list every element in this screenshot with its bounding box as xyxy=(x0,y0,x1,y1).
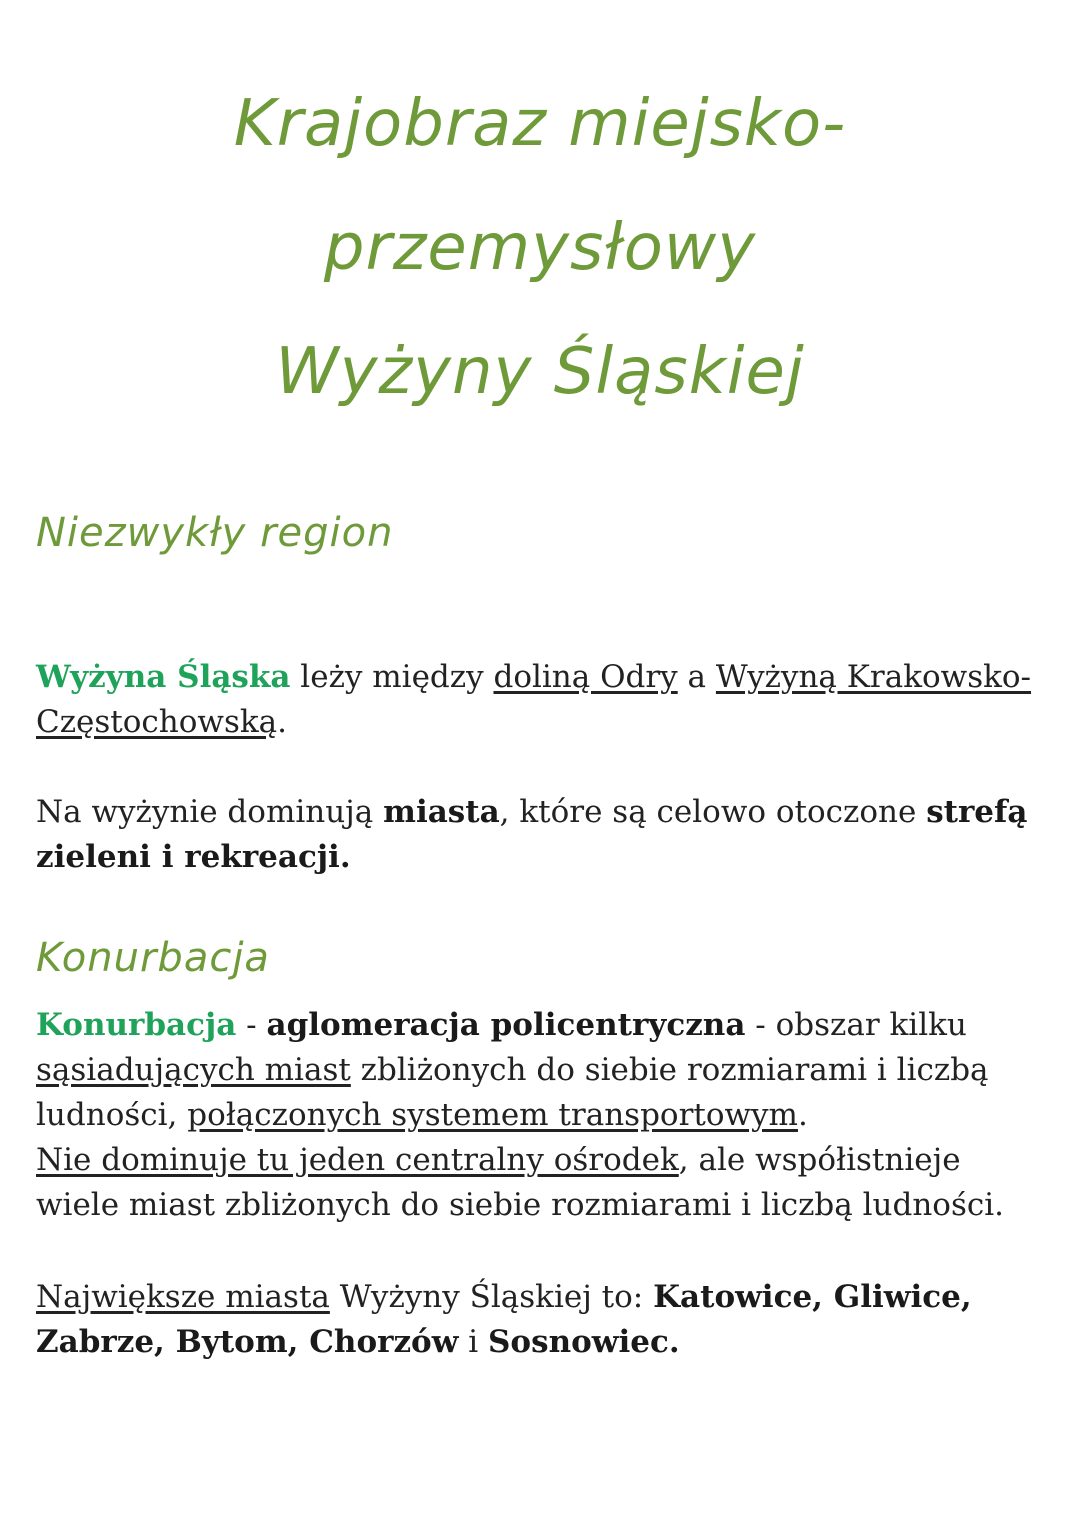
paragraph-cities xyxy=(36,790,1046,880)
section-heading-region: Niezwykły region xyxy=(36,510,394,556)
bold-aglomeracja: aglomeracja policentryczna xyxy=(266,1007,746,1043)
bold-miasta: miasta xyxy=(383,794,500,830)
text: zbliżonych do siebie rozmiarami i liczbą ludności, xyxy=(36,1052,989,1133)
underlined-polaczonych: połączonych systemem transportowym xyxy=(187,1097,798,1133)
bold-strefa: strefą zieleni i rekreacji. xyxy=(36,794,1028,875)
page-title xyxy=(0,62,1080,434)
text: , ale współistnieje wiele miast zbliżonych do siebie rozmiarami i liczbą ludności. xyxy=(36,1142,1005,1223)
text: , które są celowo otoczone xyxy=(499,794,927,830)
bold-cities-list: Katowice, Gliwice, Zabrze, Bytom, Chorzów xyxy=(36,1279,972,1360)
title-line-2: przemysłowy xyxy=(323,211,757,285)
bold-sosnowiec: Sosnowiec. xyxy=(488,1324,680,1360)
text: . xyxy=(277,704,287,740)
underlined-najwieksze: Największe miasta xyxy=(36,1279,330,1315)
paragraph-definition xyxy=(36,1003,1046,1228)
text: a xyxy=(677,659,716,695)
paragraph-location xyxy=(36,655,1046,745)
text: - xyxy=(236,1007,267,1043)
text: . xyxy=(797,1097,808,1133)
term-wyzyna-slaska: Wyżyna Śląska xyxy=(36,659,291,695)
underlined-dolina-odry: doliną Odry xyxy=(493,659,678,695)
text: Na wyżynie dominują xyxy=(36,794,384,830)
text: leży między xyxy=(290,659,494,695)
text: Wyżyny Śląskiej to: xyxy=(329,1279,654,1315)
underlined-sasiadujacych: sąsiadujących miast xyxy=(36,1052,351,1088)
text: - obszar kilku xyxy=(745,1007,967,1043)
underlined-nie-dominuje: Nie dominuje tu jeden centralny ośrodek xyxy=(36,1142,679,1178)
section-heading-konurbacja: Konurbacja xyxy=(36,935,270,981)
underlined-wyzyna-krakowsko: Wyżyną Krakowsko-Częstochowską xyxy=(36,659,1032,740)
title-line-1: Krajobraz miejsko- xyxy=(233,87,847,161)
paragraph-largest-cities xyxy=(36,1275,1046,1365)
term-konurbacja: Konurbacja xyxy=(36,1007,237,1043)
text: i xyxy=(458,1324,489,1360)
title-line-3: Wyżyny Śląskiej xyxy=(275,335,805,409)
